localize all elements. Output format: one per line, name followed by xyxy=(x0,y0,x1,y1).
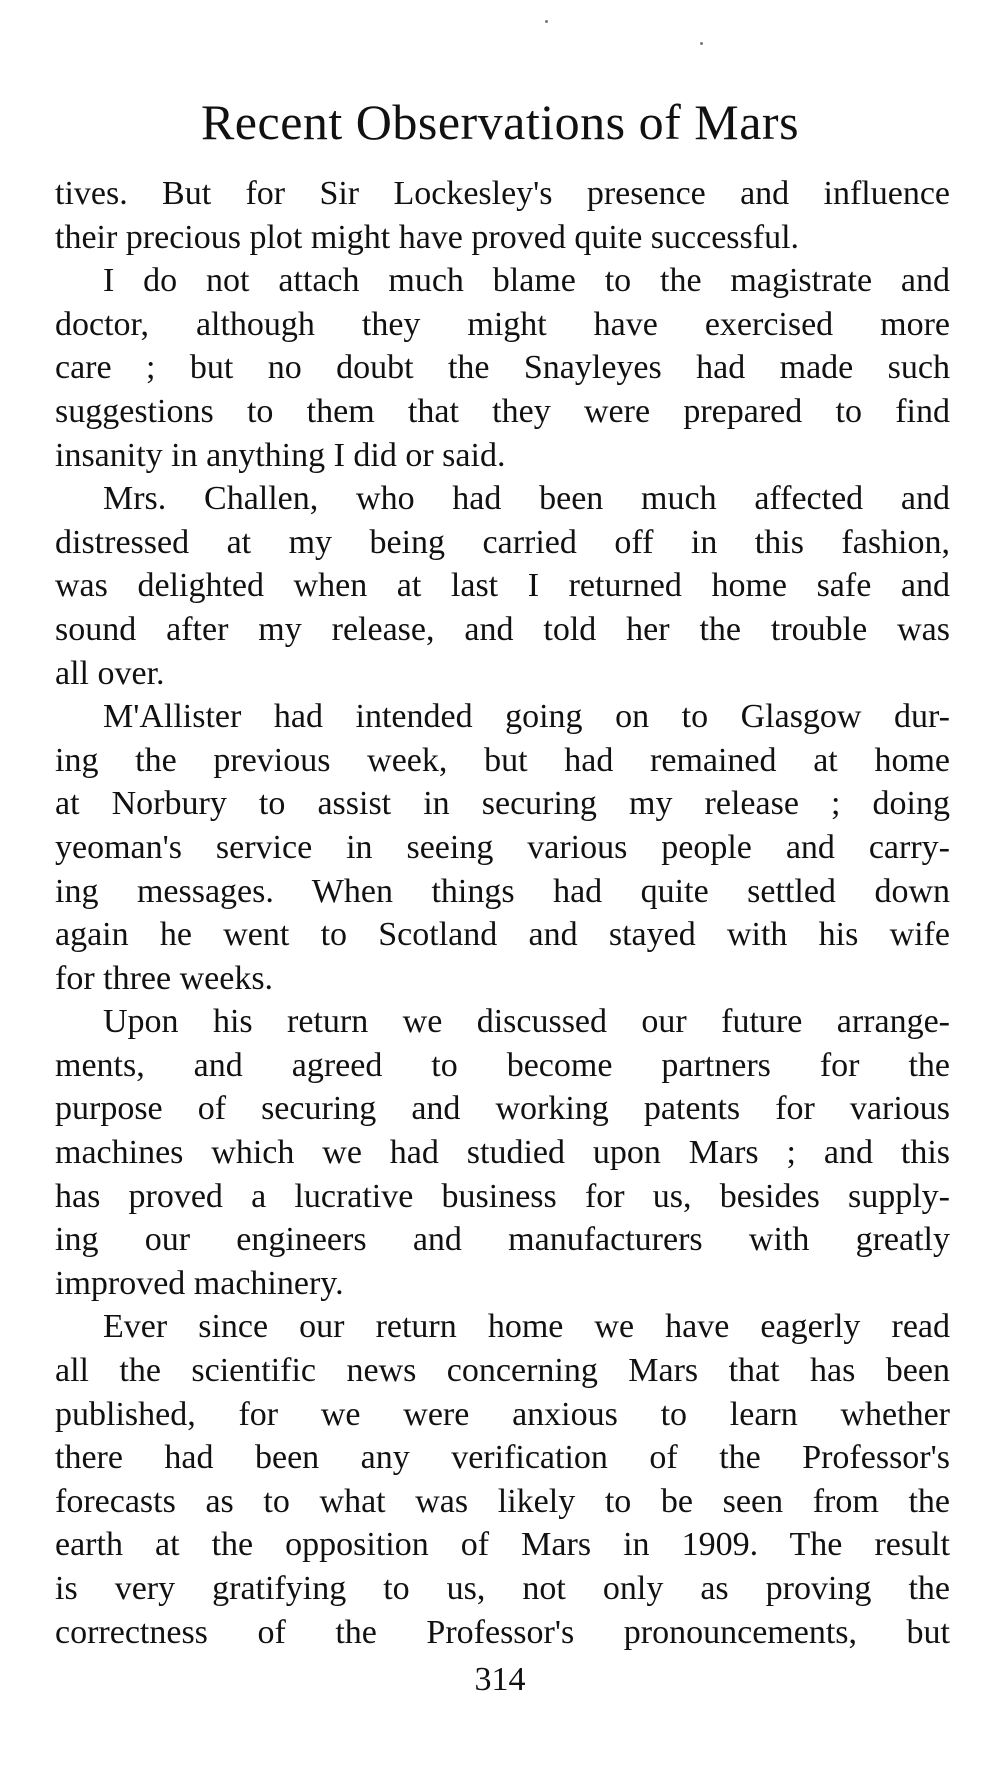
text-line: is very gratifying to us, not only as proving the xyxy=(55,1570,950,1607)
text-line: for three weeks. xyxy=(55,959,274,997)
text-line: all the scientific news concerning Mars that has been xyxy=(55,1352,950,1390)
text-line: forecasts as to what was likely to be seen from the xyxy=(55,1482,950,1520)
text-line: sound after my release, and told her the trouble was xyxy=(55,610,950,648)
text-line: their precious plot might have proved quite successful. xyxy=(55,218,800,256)
text-line: has proved a lucrative business for us, besides supply- xyxy=(55,1177,950,1215)
print-speck xyxy=(700,42,703,45)
text-line: Upon his return we discussed our future arrange- xyxy=(103,1003,950,1041)
text-line: yeoman's service in seeing various people and carry- xyxy=(55,828,950,866)
text-line: improved machinery. xyxy=(55,1264,344,1302)
body-text xyxy=(55,172,950,1654)
text-line: published, for we were anxious to learn whether xyxy=(55,1395,950,1433)
paragraph xyxy=(55,259,950,477)
paragraph xyxy=(55,477,950,695)
text-line: ing our engineers and manufacturers with greatly xyxy=(55,1221,950,1259)
text-line: purpose of securing and working patents for various xyxy=(55,1090,950,1128)
text-line: at Norbury to assist in securing my release ; doing xyxy=(55,785,950,823)
text-line: there had been any verification of the Professor's xyxy=(55,1439,950,1477)
running-head-title: Recent Observations of Mars xyxy=(200,94,800,150)
text-line: Mrs. Challen, who had been much affected and xyxy=(103,480,950,518)
text-line: doctor, although they might have exercised more xyxy=(55,305,950,343)
text-line: ments, and agreed to become partners for the xyxy=(55,1046,950,1084)
text-line: tives. But for Sir Lockesley's presence and influence xyxy=(55,175,950,212)
text-line: suggestions to them that they were prepared to find xyxy=(55,392,950,430)
text-line: correctness of the Professor's pronouncements, but xyxy=(55,1613,950,1651)
text-line: ing messages. When things had quite settled down xyxy=(55,872,950,910)
text-line: all over. xyxy=(55,654,165,692)
text-line: Ever since our return home we have eagerly read xyxy=(103,1308,950,1346)
page-number: 314 xyxy=(474,1661,526,1698)
paragraph xyxy=(55,695,950,1000)
text-line: machines which we had studied upon Mars ; and this xyxy=(55,1134,950,1172)
text-line: ing the previous week, but had remained at home xyxy=(55,741,950,779)
paragraph xyxy=(55,172,950,259)
paragraph xyxy=(55,1000,950,1305)
text-line: insanity in anything I did or said. xyxy=(55,436,506,474)
text-line: M'Allister had intended going on to Glasgow dur- xyxy=(103,698,950,736)
text-line: earth at the opposition of Mars in 1909. The result xyxy=(55,1526,950,1564)
print-speck xyxy=(545,20,548,23)
text-line: care ; but no doubt the Snayleyes had made such xyxy=(55,349,950,387)
paragraph xyxy=(55,1305,950,1654)
text-line: I do not attach much blame to the magistrate and xyxy=(103,262,950,300)
text-line: distressed at my being carried off in this fashion, xyxy=(55,523,950,561)
text-line: again he went to Scotland and stayed with his wife xyxy=(55,916,950,954)
text-line: was delighted when at last I returned home safe and xyxy=(55,567,950,605)
